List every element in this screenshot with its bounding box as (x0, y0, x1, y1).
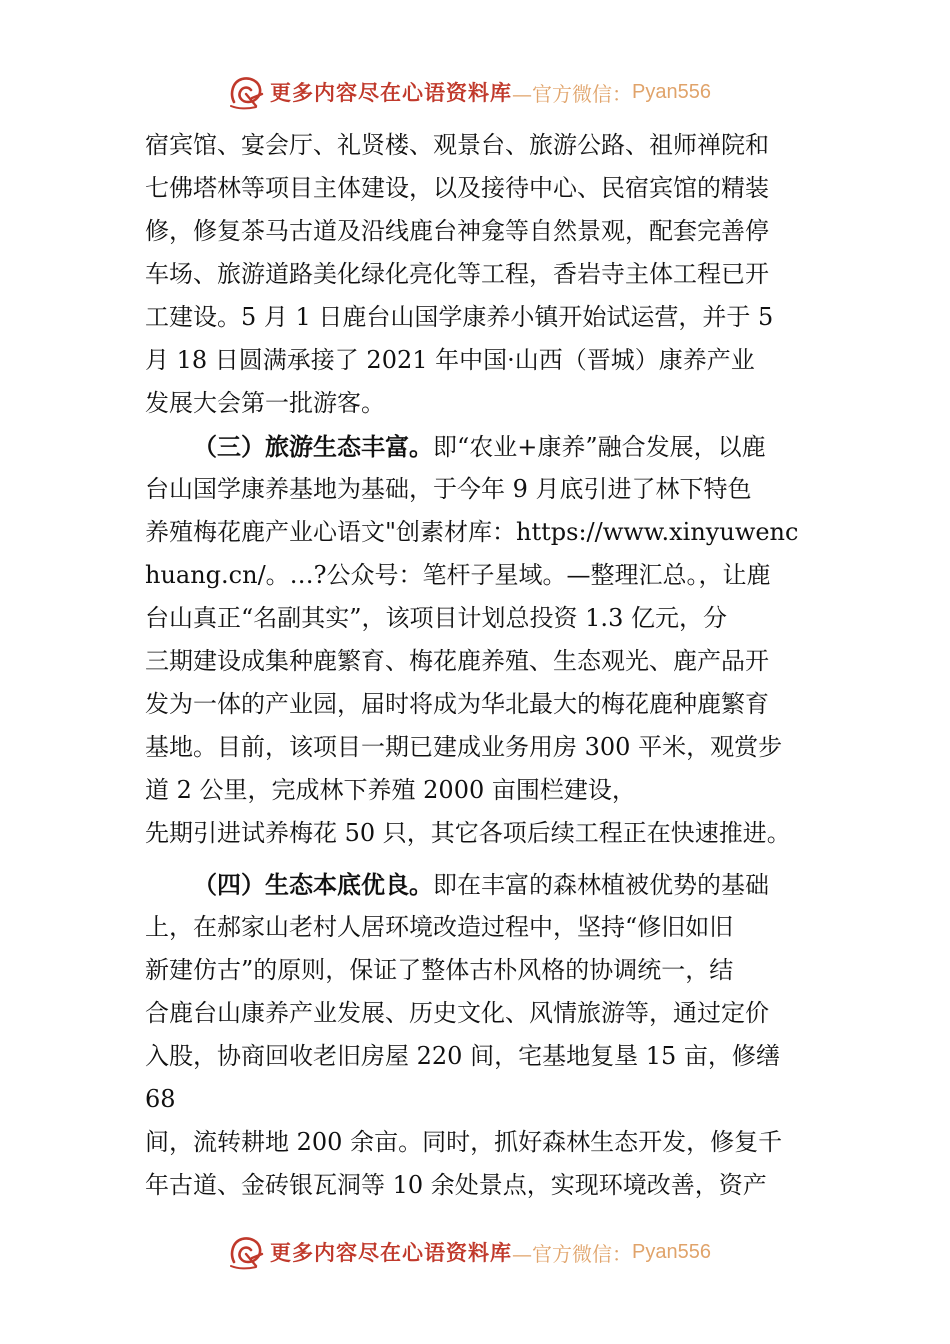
text-line: huang.cn/。…?公众号：笔杆子星域。—整理汇总。，让鹿 (145, 561, 771, 589)
banner-brand-text: 更多内容尽在心语资料库 (270, 1240, 512, 1265)
text-line: 发展大会第一批游客。 (145, 389, 385, 417)
text-line: 修，修复茶马古道及沿线鹿台神龛等自然景观，配套完善停 (145, 217, 769, 245)
hand-drawn-seal-logo-icon (226, 72, 268, 112)
text-line: 发为一体的产业园，届时将成为华北最大的梅花鹿种鹿繁育 (145, 690, 769, 718)
document-body (145, 124, 825, 1207)
text-line: 宿宾馆、宴会厅、礼贤楼、观景台、旅游公路、祖师禅院和 (145, 131, 769, 159)
text-line: 新建仿古”的原则，保证了整体古朴风格的协调统一，结 (145, 956, 734, 984)
text-line: 工建设。5 月 1 日鹿台山国学康养小镇开始试运营，并于 5 (145, 303, 774, 331)
text-line: 68 (145, 1085, 176, 1113)
paragraph-3-first-line (145, 425, 825, 468)
banner-wechat-handle: Pyan556 (632, 80, 711, 103)
text-line: 即“农业+康养”融合发展，以鹿 (433, 433, 766, 461)
text-line: 上，在郝家山老村人居环境改造过程中，坚持“修旧如旧 (145, 913, 734, 941)
text-line: 养殖梅花鹿产业心语文"创素材库：https://www.xinyuwenc (145, 518, 799, 546)
text-line: 七佛塔林等项目主体建设，以及接待中心、民宿宾馆的精装 (145, 174, 769, 202)
text-line: 台山国学康养基地为基础，于今年 9 月底引进了林下特色 (145, 475, 752, 503)
text-line: 车场、旅游道路美化绿化亮化等工程，香岩寺主体工程已开 (145, 260, 769, 288)
text-line: 月 18 日圆满承接了 2021 年中国·山西（晋城）康养产业 (145, 346, 755, 374)
text-line: 台山真正“名副其实”，该项目计划总投资 1.3 亿元，分 (145, 604, 727, 632)
text-line: 间，流转耕地 200 余亩。同时，抓好森林生态开发，修复千 (145, 1128, 783, 1156)
text-line: 即在丰富的森林植被优势的基础 (433, 871, 769, 899)
text-line: 基地。目前，该项目一期已建成业务用房 300 平米，观赏步 (145, 733, 783, 761)
banner-official-text: —官方微信： (512, 1241, 632, 1266)
banner-wechat-handle: Pyan556 (632, 1240, 711, 1263)
text-line: 合鹿台山康养产业发展、历史文化、风情旅游等，通过定价 (145, 999, 769, 1027)
text-line: 入股，协商回收老旧房屋 220 间，宅基地复垦 15 亩，修缮 (145, 1042, 780, 1070)
section-heading-4: （四）生态本底优良。 (193, 870, 433, 899)
text-line: 道 2 公里，完成林下养殖 2000 亩围栏建设， (145, 776, 636, 804)
footer-watermark-banner (226, 1232, 726, 1272)
paragraph-4-first-line (145, 863, 825, 906)
text-line: 三期建设成集种鹿繁育、梅花鹿养殖、生态观光、鹿产品开 (145, 647, 769, 675)
banner-official-text: —官方微信： (512, 81, 632, 106)
hand-drawn-seal-logo-icon (226, 1232, 268, 1272)
banner-brand-text: 更多内容尽在心语资料库 (270, 80, 512, 105)
text-line: 年古道、金砖银瓦洞等 10 余处景点，实现环境改善，资产 (145, 1171, 767, 1199)
header-watermark-banner (226, 72, 726, 112)
section-heading-3: （三）旅游生态丰富。 (193, 432, 433, 461)
text-line: 先期引进试养梅花 50 只，其它各项后续工程正在快速推进。 (145, 819, 791, 847)
